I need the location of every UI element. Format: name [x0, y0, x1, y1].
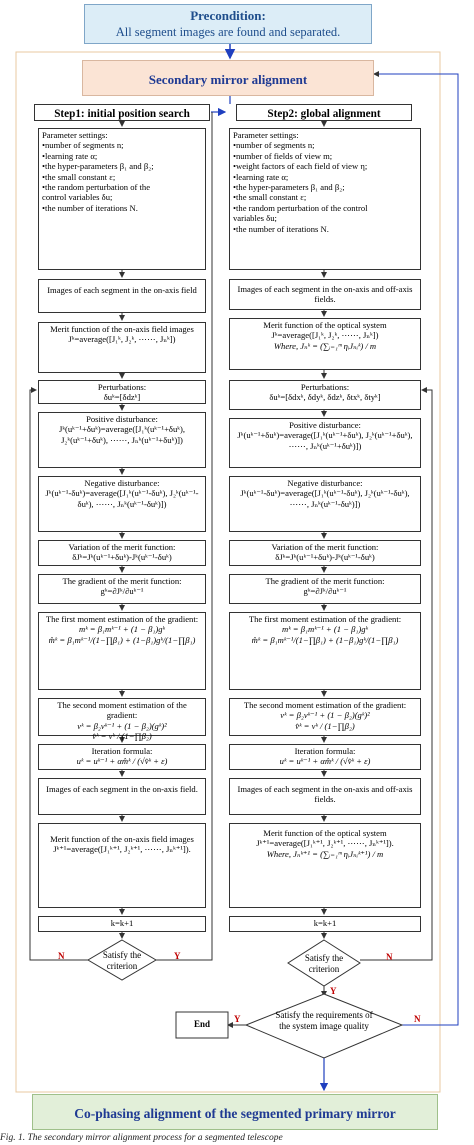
- step1-criterion-text: Satisfy the criterion: [102, 950, 142, 971]
- precondition-box: [84, 4, 372, 44]
- cophasing-box: Co-phasing alignment of the segmented primary mirror: [32, 1094, 438, 1130]
- step2-positive-disturbance: [229, 418, 421, 468]
- step2-negative-disturbance: [229, 476, 421, 532]
- precondition-title: Precondition:: [190, 8, 266, 23]
- step1-k-increment: k=k+1: [38, 916, 206, 932]
- step2-variation-box: [229, 540, 421, 566]
- step1-param: •the hyper-parameters β₁ and β₂;: [42, 161, 154, 172]
- step1-perturbations-box: [38, 380, 206, 404]
- step2-parameter-settings: [229, 128, 421, 270]
- step2-yes-label: Y: [330, 986, 337, 996]
- step2-iter-eq: uᵏ = uᵏ⁻¹ + αm̂ᵏ / (√v̂ᵏ + ε): [279, 756, 371, 767]
- step2-k-increment: k=k+1: [229, 916, 421, 932]
- step1-iter-eq: uᵏ = uᵏ⁻¹ + αm̂ᵏ / (√v̂ᵏ + ε): [76, 756, 168, 767]
- step2-param: •the hyper-parameters β₁ and β₂;: [233, 182, 345, 193]
- step2-param: •the small constant ε;: [233, 192, 307, 203]
- step1-param: •the number of iterations N.: [42, 202, 138, 213]
- step2-merit2-title: Merit function of the optical system: [263, 828, 387, 838]
- step1-variation-box: [38, 540, 206, 566]
- step2-first-moment: [229, 612, 421, 690]
- step1-second-moment: [38, 698, 206, 742]
- secondary-alignment-box: Secondary mirror alignment: [82, 60, 374, 96]
- step1-first-moment: [38, 612, 206, 690]
- step1-m2-eq1: vᵏ = β₂vᵏ⁻¹ + (1 − β₂)(gᵏ)²: [77, 720, 167, 731]
- step2-param: •the number of iterations N.: [233, 223, 329, 234]
- step2-grad-eq: gᵏ=∂Jᵏ/∂uᵏ⁻¹: [303, 586, 347, 597]
- step2-pos-title: Positive disturbance:: [289, 420, 361, 430]
- step1-iter-title: Iteration formula:: [91, 746, 153, 756]
- step1-merit2-box: [38, 823, 206, 908]
- step2-merit-title: Merit function of the optical system: [263, 320, 387, 330]
- step1-neg-eq: Jᵏ(uᵏ⁻¹-δuᵏ)=average([J₁ᵏ(uᵏ⁻¹-δuᵏ), J₂ᵏ(uᵏ⁻¹-δuᵏ), ⋯⋯, Jₙᵏ(uᵏ⁻¹-δuᵏ)]): [45, 488, 199, 509]
- step2-title: Step2: global alignment: [236, 104, 412, 121]
- step2-iteration-box: [229, 744, 421, 770]
- step2-m1-eq1: mᵏ = β₁mᵏ⁻¹ + (1 − β₁)gᵏ: [282, 624, 368, 635]
- step1-merit2-eq: Jᵏ⁺¹=average([J₁ᵏ⁺¹, J₂ᵏ⁺¹, ⋯⋯, Jₙᵏ⁺¹]).: [53, 844, 191, 855]
- step1-iteration-box: [38, 744, 206, 770]
- step2-perturb-title: Perturbations:: [300, 382, 350, 392]
- step1-perturb-eq: δuᵏ=[δdzᵏ]: [103, 392, 141, 403]
- step2-m1-title: The first moment estimation of the gradient:: [248, 614, 402, 624]
- step1-no-label: N: [58, 951, 65, 961]
- requirements-no-label: N: [414, 1014, 421, 1024]
- step1-parameter-settings: [38, 128, 206, 270]
- step2-param: •number of fields of view m;: [233, 150, 333, 161]
- step1-merit2-title: Merit function of the on-axis field images: [50, 834, 194, 844]
- step1-images-box: Images of each segment in the on-axis field: [38, 279, 206, 313]
- step1-title: Step1: initial position search: [34, 104, 210, 121]
- step1-positive-disturbance: [38, 412, 206, 468]
- step1-param: •the random perturbation of the: [42, 182, 151, 193]
- step1-images2-box: Images of each segment in the on-axis field.: [38, 778, 206, 815]
- step2-images2-box: Images of each segment in the on-axis and off-axis fields.: [229, 778, 421, 815]
- step2-m2-eq2: v̂ᵏ = vᵏ / (1−∏β₂): [295, 720, 355, 731]
- end-box: End: [193, 1019, 210, 1029]
- step2-param: •learning rate α;: [233, 171, 289, 182]
- step2-merit2-where: Where, Jₙᵏ⁺¹ = (∑ᵢ₌₁ᵐ ηᵢJₙᵢᵏ⁺¹) / m: [266, 848, 384, 859]
- step2-param: •weight factors of each field of view η;: [233, 161, 368, 172]
- step2-m2-eq1: vᵏ = β₂vᵏ⁻¹ + (1 − β₂)(gᵏ)²: [280, 710, 370, 721]
- step1-pos-title: Positive disturbance:: [86, 414, 158, 424]
- step1-param: control variables δu;: [42, 192, 113, 203]
- step2-merit-eq: Jᵏ=average([J₁ᵏ, J₂ᵏ, ⋯⋯, Jₙᵏ]): [271, 330, 379, 341]
- step2-merit2-eq: Jᵏ⁺¹=average([J₁ᵏ⁺¹, J₂ᵏ⁺¹, ⋯⋯, Jₙᵏ⁺¹]).: [256, 838, 394, 849]
- step1-m2-title: The second moment estimation of the gradient:: [57, 700, 187, 721]
- step2-perturb-eq: δuᵏ=[δdxᵏ, δdyᵏ, δdzᵏ, δtxᵏ, δtyᵏ]: [269, 392, 381, 403]
- requirements-yes-label: Y: [234, 1014, 241, 1024]
- step1-merit-title: Merit function of the on-axis field images: [50, 324, 194, 334]
- step1-merit-eq: Jᵏ=average([J₁ᵏ, J₂ᵏ, ⋯⋯, Jₙᵏ]): [68, 334, 176, 345]
- precondition-text: All segment images are found and separated.: [115, 25, 341, 39]
- step1-m1-title: The first moment estimation of the gradient:: [45, 614, 199, 624]
- step1-m1-eq2: m̂ᵏ = β₁mᵏ⁻¹/(1−∏β₁) + (1−β₁)gᵏ/(1−∏β₁): [48, 634, 196, 645]
- step1-neg-title: Negative disturbance:: [84, 478, 160, 488]
- step2-second-moment: [229, 698, 421, 736]
- step2-m2-title: The second moment estimation of the gradient:: [243, 700, 407, 710]
- step2-var-title: Variation of the merit function:: [271, 542, 379, 552]
- step1-var-title: Variation of the merit function:: [68, 542, 176, 552]
- step2-params-title: Parameter settings:: [233, 130, 299, 140]
- step1-gradient-box: [38, 574, 206, 604]
- step2-param: •the random perturbation of the control: [233, 202, 368, 213]
- step1-param: •learning rate α;: [42, 150, 98, 161]
- step1-yes-label: Y: [174, 951, 181, 961]
- step1-merit-box: [38, 322, 206, 373]
- step2-param: variables δu;: [233, 213, 277, 224]
- step2-grad-title: The gradient of the merit function:: [265, 576, 385, 586]
- step2-merit-where: Where, Jₙᵏ = (∑ᵢ₌₁ᵐ ηᵢJₙᵢᵏ) / m: [273, 340, 377, 351]
- step2-criterion-text: Satisfy the criterion: [304, 953, 344, 974]
- step1-m2-eq2: v̂ᵏ = vᵏ / (1−∏β₂): [92, 731, 152, 742]
- step1-grad-eq: gᵏ=∂Jᵏ/∂uᵏ⁻¹: [100, 586, 144, 597]
- step2-merit-box: [229, 318, 421, 370]
- step2-var-eq: δJᵏ=Jᵏ(uᵏ⁻¹+δuᵏ)-Jᵏ(uᵏ⁻¹-δuᵏ): [275, 552, 375, 563]
- step1-negative-disturbance: [38, 476, 206, 532]
- step2-merit2-box: [229, 823, 421, 908]
- figure-caption: Fig. 1. The secondary mirror alignment process for a segmented telescope: [0, 1133, 283, 1143]
- step1-perturb-title: Perturbations:: [97, 382, 147, 392]
- step2-perturbations-box: [229, 380, 421, 410]
- step1-pos-eq: Jᵏ(uᵏ⁻¹+δuᵏ)=average([J₁ᵏ(uᵏ⁻¹+δuᵏ), J₂ᵏ(uᵏ⁻¹+δuᵏ), ⋯⋯, Jₙᵏ(uᵏ⁻¹+δuᵏ)]): [58, 424, 186, 445]
- step2-param: •number of segments n;: [233, 140, 315, 151]
- step1-param: •number of segments n;: [42, 140, 124, 151]
- requirements-text: Satisfy the requirements of the system image quality: [275, 1010, 373, 1031]
- step2-pos-eq: Jᵏ(uᵏ⁻¹+δuᵏ)=average([J₁ᵏ(uᵏ⁻¹+δuᵏ), J₂ᵏ(uᵏ⁻¹+δuᵏ), ⋯⋯, Jₙᵏ(uᵏ⁻¹+δuᵏ)]): [237, 430, 413, 451]
- step2-gradient-box: [229, 574, 421, 604]
- step2-iter-title: Iteration formula:: [294, 746, 356, 756]
- step1-param: •the small constant ε;: [42, 171, 116, 182]
- step2-neg-title: Negative disturbance:: [287, 478, 363, 488]
- step2-neg-eq: Jᵏ(uᵏ⁻¹-δuᵏ)=average([J₁ᵏ(uᵏ⁻¹-δuᵏ), J₂ᵏ(uᵏ⁻¹-δuᵏ), ⋯⋯, Jₙᵏ(uᵏ⁻¹-δuᵏ)]): [240, 488, 410, 509]
- step1-var-eq: δJᵏ=Jᵏ(uᵏ⁻¹+δuᵏ)-Jᵏ(uᵏ⁻¹-δuᵏ): [72, 552, 172, 563]
- step2-no-label: N: [386, 952, 393, 962]
- step1-grad-title: The gradient of the merit function:: [62, 576, 182, 586]
- step2-images-box: Images of each segment in the on-axis and off-axis fields.: [229, 279, 421, 310]
- step2-m1-eq2: m̂ᵏ = β₁mᵏ⁻¹/(1−∏β₁) + (1−β₁)gᵏ/(1−∏β₁): [251, 634, 399, 645]
- step1-m1-eq1: mᵏ = β₁mᵏ⁻¹ + (1 − β₁)gᵏ: [79, 624, 165, 635]
- step1-params-title: Parameter settings:: [42, 130, 108, 140]
